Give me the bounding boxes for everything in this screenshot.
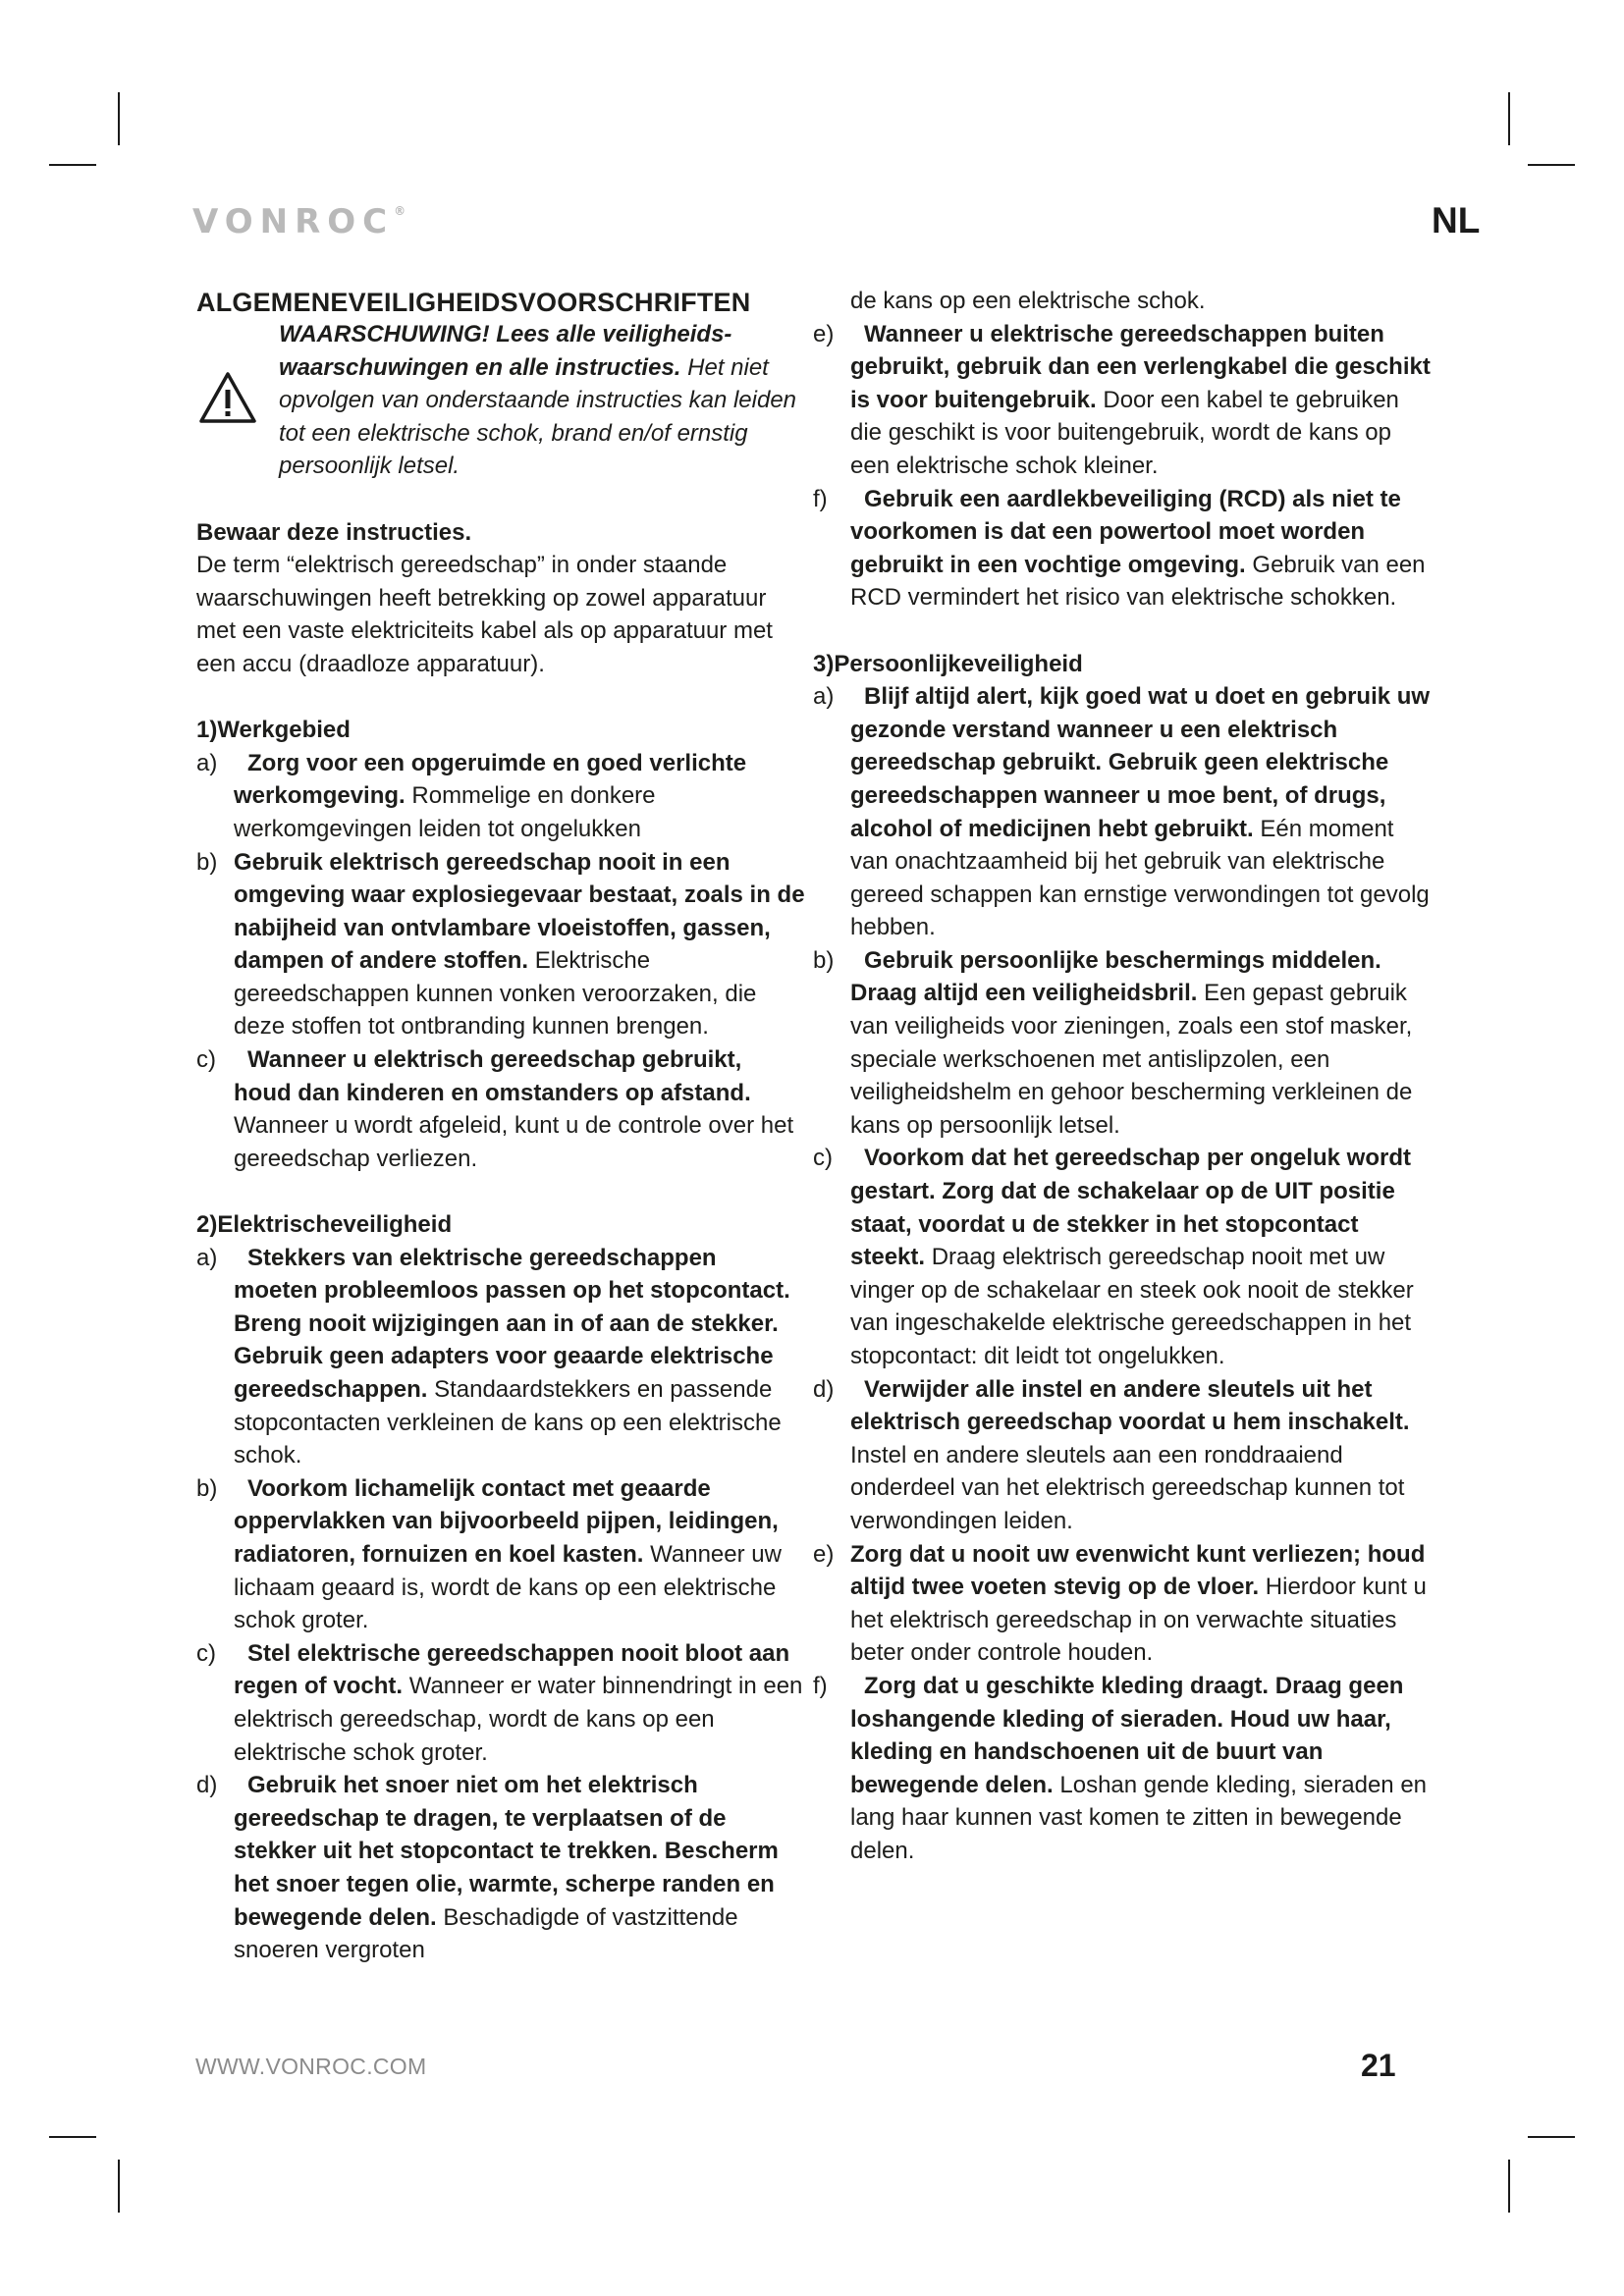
list-item: f) Gebruik een aardlekbeveiliging (RCD) als niet te voorkomen is dat een powertool moet worden gebruikt in een vochtige omgeving. Gebruik van een RCD vermindert het risico van elektrische schokken. [813, 485, 1426, 612]
crop-mark [1508, 92, 1510, 145]
warning-text: Het niet opvolgen van onderstaande instructies kan leiden tot een elektrische schok, brand en/of ernstig persoonlijk letsel. [279, 353, 797, 480]
list-item: a) Stekkers van elektrische gereedschappen moeten probleemloos passen op het stopcontact. Breng nooit wijzigingen aan in of aan de stekker. Gebruik geen adapters voor geaarde elektrische gereedschappen. Standaardstekkers en passende stopcontacten verkleinen de kans op een elektrische schok. [196, 1244, 790, 1469]
keep-instructions-heading: Bewaar deze instructies. [196, 518, 472, 546]
keep-instructions-text: De term “elektrisch gereedschap” in onder staande waarschuwingen heeft betrekking op zowel apparatuur met een vaste elektriciteits kabel als op apparatuur met een accu (draadloze apparatuur). [196, 552, 773, 677]
list-item: e) Wanneer u elektrische gereedschappen buiten gebruikt, gebruik dan een verlengkabel die geschikt is voor buitengebruik. Door een kabel te gebruiken die geschikt is voor buitengebruik, wordt de kans op een elektrische schok kleiner. [813, 320, 1431, 479]
list-item: c) Voorkom dat het gereedschap per ongeluk wordt gestart. Zorg dat de schakelaar op de UIT positie staat, voordat u de stekker in het stopcontact steekt. Draag elektrisch gereedschap nooit met uw vinger op de schakelaar en steek ook nooit de stekker van ingeschakelde elektrische gereedschappen in het stopcontact: dit leidt tot ongelukken. [813, 1145, 1414, 1369]
crop-mark [1528, 164, 1575, 166]
crop-mark [1508, 2160, 1510, 2213]
warning-triangle-icon [198, 371, 257, 424]
list-item: a) Blijf altijd alert, kijk goed wat u doet en gebruik uw gezonde verstand wanneer u een elektrisch gereedschap gebruikt. Gebruik geen elektrische gereedschappen wanneer u moe bent, of drugs, alcohol of medicijnen hebt gebruikt. Eén moment van onachtzaamheid bij het gebruik van elektrische gereed schappen kan ernstige verwondingen tot gevolg hebben. [813, 683, 1431, 941]
warning-block [196, 318, 805, 483]
list-item-continued: de kans op een elektrische schok. [850, 288, 1206, 314]
list-item: b) Gebruik persoonlijke beschermings middelen. Draag altijd een veiligheidsbril. Een gepast gebruik van veiligheids voor zieningen, zoals een stof masker, speciale werkschoenen met antislipzolen, een veiligheidshelm en gehoor bescherming verkleinen de kans op persoonlijk letsel. [813, 946, 1413, 1139]
list-item: c) Stel elektrische gereedschappen nooit bloot aan regen of vocht. Wanneer er water binnendringt in een elektrisch gereedschap, wordt de kans op een elektrische schok groter. [196, 1639, 803, 1766]
warning-bold: WAARSCHUWING! Lees alle veiligheids-waarschuwingen en alle instructies. [279, 321, 732, 381]
list-item: d) Verwijder alle instel en andere sleutels uit het elektrisch gereedschap voordat u hem inschakelt. Instel en andere sleutels aan een ronddraaiend onderdeel van het elektrisch gereedschap kunnen tot verwondingen leiden. [813, 1375, 1410, 1534]
brand-logo: VONROC® [192, 202, 406, 241]
page-number: 21 [1361, 2048, 1396, 2083]
list-item: e) Zorg dat u nooit uw evenwicht kunt verliezen; houd altijd twee voeten stevig op de vloer. Hierdoor kunt u het elektrisch gereedschap in on verwachte situaties beter onder controle houden. [813, 1540, 1427, 1667]
right-column [813, 285, 1432, 1868]
crop-mark [118, 92, 120, 145]
language-code: NL [1432, 200, 1481, 240]
list-item: b) Voorkom lichamelijk contact met geaarde oppervlakken van bijvoorbeeld pijpen, leidingen, radiatoren, fornuizen en koel kasten. Wanneer uw lichaam geaard is, wordt de kans op een elektrische schok groter. [196, 1474, 782, 1634]
footer-website: WWW.VONROC.COM [195, 2054, 427, 2079]
list-item: b) Gebruik elektrisch gereedschap nooit in een omgeving waar explosiegevaar bestaat, zoals in de nabijheid van ontvlambare vloeistoffen, gassen, dampen of andere stoffen. Elektrische gereedschappen kunnen vonken veroorzaken, die deze stoffen tot ontbranding kunnen brengen. [196, 848, 805, 1041]
section-heading-electrical-safety: 2)Elektrischeveiligheid [196, 1211, 453, 1239]
crop-mark [1528, 2136, 1575, 2138]
list-item: c) Wanneer u elektrisch gereedschap gebruikt, houd dan kinderen en omstanders op afstand. Wanneer u wordt afgeleid, kunt u de controle over het gereedschap verliezen. [196, 1046, 794, 1172]
crop-mark [118, 2160, 120, 2213]
section-heading-work-area: 1)Werkgebied [196, 717, 351, 744]
list-item: f) Zorg dat u geschikte kleding draagt. Draag geen loshangende kleding of sieraden. Houd uw haar, kleding en handschoenen uit de buurt van bewegende delen. Loshan gende kleding, sieraden en lang haar kunnen vast komen te zitten in bewegende delen. [813, 1672, 1428, 1864]
section-heading-personal-safety: 3)Persoonlijkeveiligheid [813, 650, 1083, 677]
page-title: ALGEMENEVEILIGHEIDSVOORSCHRIFTEN [196, 288, 751, 317]
left-column [196, 285, 805, 1967]
list-item: a) Zorg voor een opgeruimde en goed verlichte werkomgeving. Rommelige en donkere werkomgevingen leiden tot ongelukken [196, 749, 747, 842]
crop-mark [49, 164, 96, 166]
list-item: d) Gebruik het snoer niet om het elektrisch gereedschap te dragen, te verplaatsen of de stekker uit het stopcontact te trekken. Bescherm het snoer tegen olie, warmte, scherpe randen en bewegende delen. Beschadigde of vastzittende snoeren vergroten [196, 1772, 779, 1964]
crop-mark [49, 2136, 96, 2138]
